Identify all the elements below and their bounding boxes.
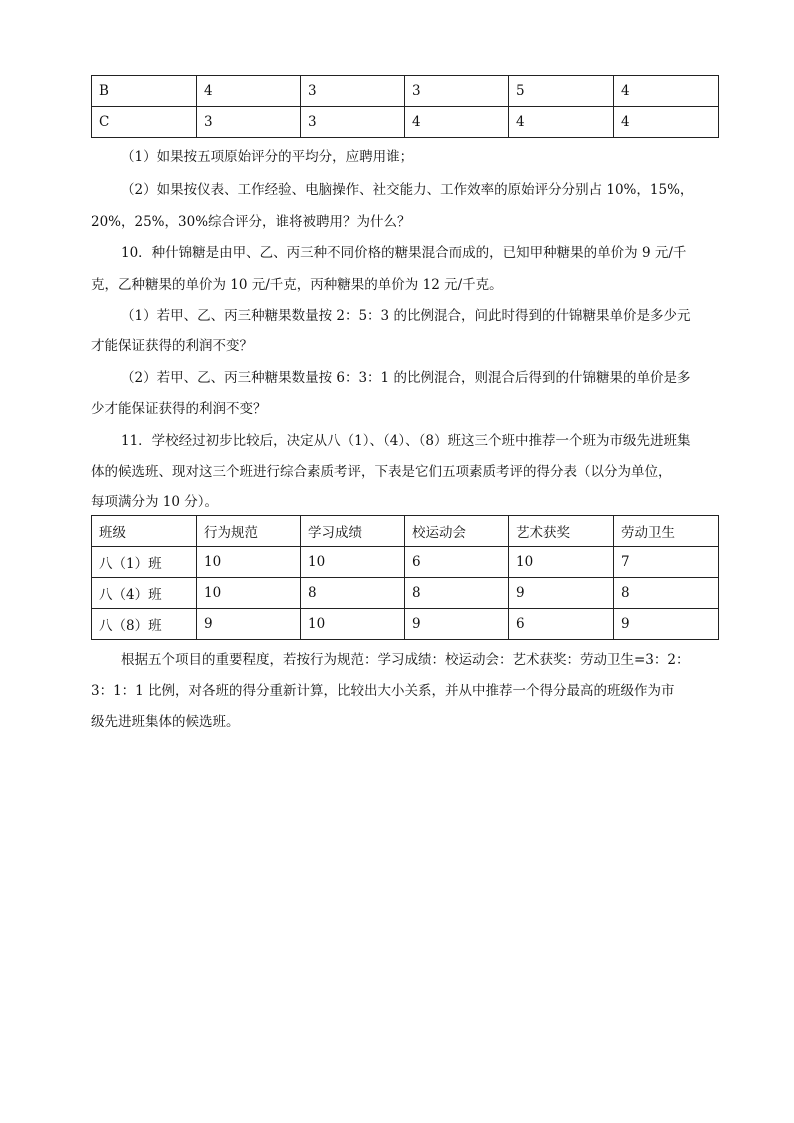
table-row (92, 578, 719, 609)
table-header-row (92, 516, 719, 547)
table-cell: 9 (509, 578, 614, 609)
table-cell: 6 (405, 547, 509, 578)
table-cell: B (92, 76, 197, 107)
table-cell: 4 (197, 76, 301, 107)
q11-requirement-line1: 根据五个项目的重要程度，若按行为规范：学习成绩：校运动会：艺术获奖：劳动卫生=3：2： (121, 652, 690, 668)
table-cell: 10 (509, 547, 614, 578)
q10-stem-line2: 克，乙种糖果的单价为 10 元/千克，丙种糖果的单价为 12 元/千克。 (91, 277, 503, 293)
table-cell: 3 (197, 107, 301, 138)
table-cell: 10 (301, 609, 405, 640)
q11-stem-line1: 11．学校经过初步比较后，决定从八（1）、（4）、（8）班这三个班中推荐一个班为市级先进班集 (121, 433, 691, 449)
score-table-continued (91, 75, 719, 138)
q9-part2-line2: 20%，25%，30%综合评分，谁将被聘用？为什么？ (91, 214, 411, 230)
table-header-cell: 艺术获奖 (509, 516, 614, 547)
table-header-cell: 行为规范 (197, 516, 301, 547)
table-cell: 八（1）班 (92, 547, 197, 578)
table-cell: 4 (509, 107, 614, 138)
q10-part2-line2: 少才能保证获得的利润不变？ (91, 401, 267, 417)
table-header-cell: 校运动会 (405, 516, 509, 547)
table-cell: 6 (509, 609, 614, 640)
table-row (92, 609, 719, 640)
table-cell: 7 (614, 547, 719, 578)
table-row (92, 547, 719, 578)
table-cell: 8 (405, 578, 509, 609)
table-cell: 9 (614, 609, 719, 640)
table-cell: 3 (405, 76, 509, 107)
table-row (92, 76, 719, 107)
table-header-cell: 班级 (92, 516, 197, 547)
table-cell: 3 (301, 107, 405, 138)
q10-part2-line1: （2）若甲、乙、丙三种糖果数量按 6：3：1 的比例混合，则混合后得到的什锦糖果的单价是多 (121, 370, 691, 386)
q11-requirement-line3: 级先进班集体的候选班。 (91, 714, 240, 730)
q9-part1: （1）如果按五项原始评分的平均分，应聘用谁； (121, 149, 414, 165)
table-cell: 10 (301, 547, 405, 578)
table-cell: 八（8）班 (92, 609, 197, 640)
table-cell: 8 (301, 578, 405, 609)
table-cell: 4 (614, 107, 719, 138)
q10-part1-line1: （1）若甲、乙、丙三种糖果数量按 2：5：3 的比例混合，问此时得到的什锦糖果单价是多少元 (121, 308, 691, 324)
table-cell: 4 (405, 107, 509, 138)
table-cell: 8 (614, 578, 719, 609)
table-cell: 4 (614, 76, 719, 107)
table-cell: 八（4）班 (92, 578, 197, 609)
table-cell: 5 (509, 76, 614, 107)
q10-part1-line2: 才能保证获得的利润不变？ (91, 338, 253, 354)
table-cell: 9 (405, 609, 509, 640)
table-row (92, 107, 719, 138)
table-header-cell: 劳动卫生 (614, 516, 719, 547)
q11-stem-line3: 每项满分为 10 分）。 (91, 494, 219, 510)
class-score-table (91, 515, 719, 640)
q9-part2-line1: （2）如果按仪表、工作经验、电脑操作、社交能力、工作效率的原始评分分别占 10%，15%， (121, 182, 694, 198)
table-cell: 9 (197, 609, 301, 640)
table-cell: 10 (197, 578, 301, 609)
q10-stem-line1: 10．种什锦糖是由甲、乙、丙三种不同价格的糖果混合而成的，已知甲种糖果的单价为 9 元/千 (121, 245, 687, 261)
table-cell: 3 (301, 76, 405, 107)
table-cell: 10 (197, 547, 301, 578)
q11-requirement-line2: 3：1：1 比例，对各班的得分重新计算，比较出大小关系，并从中推荐一个得分最高的班级作为市 (91, 683, 675, 699)
table-header-cell: 学习成绩 (301, 516, 405, 547)
q11-stem-line2: 体的候选班、现对这三个班进行综合素质考评，下表是它们五项素质考评的得分表（以分为单位， (91, 464, 672, 480)
table-cell: C (92, 107, 197, 138)
